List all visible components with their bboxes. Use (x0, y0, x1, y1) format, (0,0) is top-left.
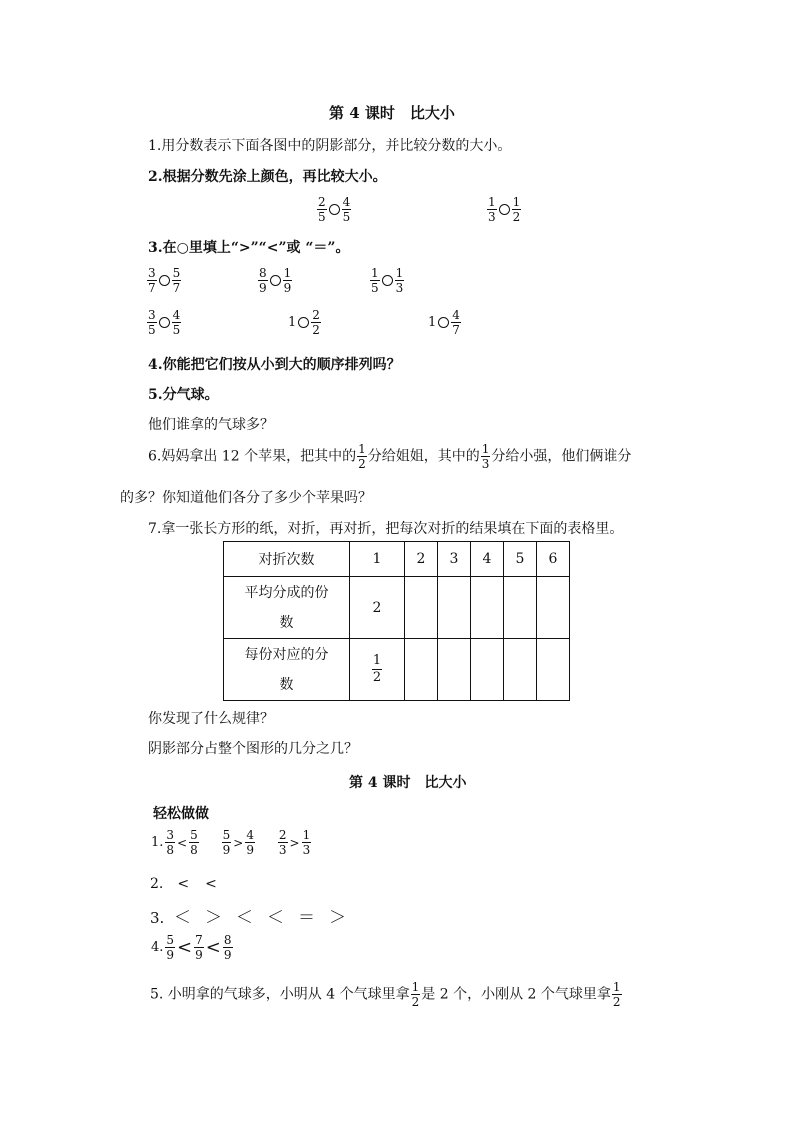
fraction: $\frac{1}{2}$ (512, 195, 521, 224)
answer-1: 1. $\frac{3}{8}$ < $\frac{5}{8}$ $\frac{5}{9}$ > $\frac{4}{9}$ $\frac{2}{3}$ > $\frac{1}{3}$ (151, 828, 311, 857)
compare-circle[interactable] (499, 204, 510, 215)
q2-compare-2 (486, 195, 522, 224)
table-row (224, 577, 570, 639)
answer-heading: 轻松做做 (153, 806, 209, 822)
fraction: $\frac{1}{2}$ (411, 980, 420, 1009)
fraction: $\frac{5}{9}$ (222, 828, 231, 857)
fraction: $\frac{2}{3}$ (278, 828, 287, 857)
question-6-line2: 的多？你知道他们各分了多少个苹果吗？ (120, 490, 372, 506)
compare-circle[interactable] (329, 204, 340, 215)
table-col: 1 (350, 542, 405, 577)
question-7: 7.拿一张长方形的纸，对折，再对折，把每次对折的结果填在下面的表格里。 (148, 521, 624, 537)
q3-compare-4 (146, 308, 182, 337)
fraction: $\frac{1}{3}$ (488, 195, 496, 224)
fraction: $\frac{1}{3}$ (302, 828, 311, 857)
fraction: $\frac{4}{9}$ (246, 828, 254, 857)
compare-circle[interactable] (159, 275, 170, 286)
fraction: $\frac{5}{7}$ (172, 266, 181, 295)
discover-text: 你发现了什么规律？ (148, 711, 274, 727)
table-row (224, 542, 570, 577)
page-title: 第 4 课时 比大小 (329, 104, 455, 122)
fraction: $\frac{8}{9}$ (259, 266, 267, 295)
fraction: $\frac{3}{8}$ (166, 828, 175, 857)
table-col: 5 (504, 542, 537, 577)
q3-compare-3 (369, 266, 405, 295)
question-4: 4.你能把它们按从小到大的顺序排列吗？ (148, 357, 401, 373)
table-cell[interactable] (537, 639, 570, 701)
fraction: $\frac{1}{2}$ (358, 442, 366, 471)
fraction: $\frac{3}{7}$ (148, 266, 156, 295)
fraction: $\frac{1}{3}$ (481, 442, 490, 471)
table-cell: 2 (350, 577, 405, 639)
fraction: $\frac{1}{2}$ (372, 653, 382, 685)
fraction: $\frac{8}{9}$ (223, 933, 232, 962)
q3-compare-1 (146, 266, 182, 295)
fraction: $\frac{4}{7}$ (452, 308, 460, 337)
table-cell[interactable] (471, 577, 504, 639)
table-cell[interactable] (405, 577, 438, 639)
q3-compare-2 (257, 266, 293, 295)
question-3: 3.在○里填上“>”“<”或 “＝”。 (148, 240, 350, 256)
table-cell[interactable] (504, 639, 537, 701)
fraction: $\frac{2}{5}$ (318, 195, 326, 224)
table-cell[interactable] (471, 639, 504, 701)
fraction: $\frac{5}{8}$ (190, 828, 198, 857)
fold-table (223, 541, 570, 701)
table-col: 4 (471, 542, 504, 577)
table-row (224, 639, 570, 701)
answer-3: 3. ＜ ＞ ＜ ＜ ＝ ＞ (150, 908, 346, 928)
q2-compare-1 (316, 195, 352, 224)
fraction: $\frac{1}{9}$ (283, 266, 292, 295)
table-cell[interactable] (405, 639, 438, 701)
fraction: $\frac{4}{5}$ (342, 195, 351, 224)
fraction: $\frac{4}{5}$ (172, 308, 181, 337)
compare-circle[interactable] (270, 275, 281, 286)
fraction: $\frac{5}{9}$ (166, 933, 175, 962)
table-cell[interactable] (504, 577, 537, 639)
table-cell[interactable] (438, 639, 471, 701)
table-row-label: 平均分成的份 数 (224, 577, 350, 639)
q3-compare-6: 1 $\frac{4}{7}$ (428, 308, 460, 337)
table-col: 6 (537, 542, 570, 577)
question-5: 5.分气球。 (148, 387, 219, 403)
question-6: 6.妈妈拿出 12 个苹果，把其中的 $\frac{1}{2}$ 分给姐姐，其中的 $\frac{1}{3}$ 分给小强，他们俩谁分 (148, 442, 632, 471)
table-col: 3 (438, 542, 471, 577)
compare-circle[interactable] (298, 317, 309, 328)
answer-title: 第 4 课时 比大小 (349, 775, 467, 791)
question-5-sub: 他们谁拿的气球多？ (148, 417, 274, 433)
fraction: $\frac{2}{2}$ (312, 308, 320, 337)
answer-4: 4. $\frac{5}{9}$ < $\frac{7}{9}$ < $\frac{8}{9}$ (151, 933, 232, 962)
fraction: $\frac{1}{2}$ (612, 980, 621, 1009)
fraction: $\frac{7}{9}$ (195, 933, 203, 962)
answer-5: 5. 小明拿的气球多，小明从 4 个气球里拿 $\frac{1}{2}$ 是 2 个，小刚从 2 个气球里拿 $\frac{1}{2}$ (150, 980, 621, 1009)
compare-circle[interactable] (159, 317, 170, 328)
table-row-label: 每份对应的分 数 (224, 639, 350, 701)
table-cell[interactable] (537, 577, 570, 639)
fraction: $\frac{1}{5}$ (371, 266, 379, 295)
table-cell (350, 639, 405, 701)
table-cell[interactable] (438, 577, 471, 639)
fraction: $\frac{1}{3}$ (395, 266, 404, 295)
shadow-text: 阴影部分占整个图形的几分之几？ (148, 741, 358, 757)
table-col: 2 (405, 542, 438, 577)
question-1: 1.用分数表示下面各图中的阴影部分，并比较分数的大小。 (148, 138, 512, 154)
compare-circle[interactable] (438, 317, 449, 328)
compare-circle[interactable] (382, 275, 393, 286)
table-header-label: 对折次数 (224, 542, 350, 577)
q3-compare-5: 1 $\frac{2}{2}$ (288, 308, 320, 337)
answer-2: 2. < < (150, 876, 217, 892)
fraction: $\frac{3}{5}$ (148, 308, 156, 337)
question-2: 2.根据分数先涂上颜色，再比较大小。 (148, 169, 387, 185)
